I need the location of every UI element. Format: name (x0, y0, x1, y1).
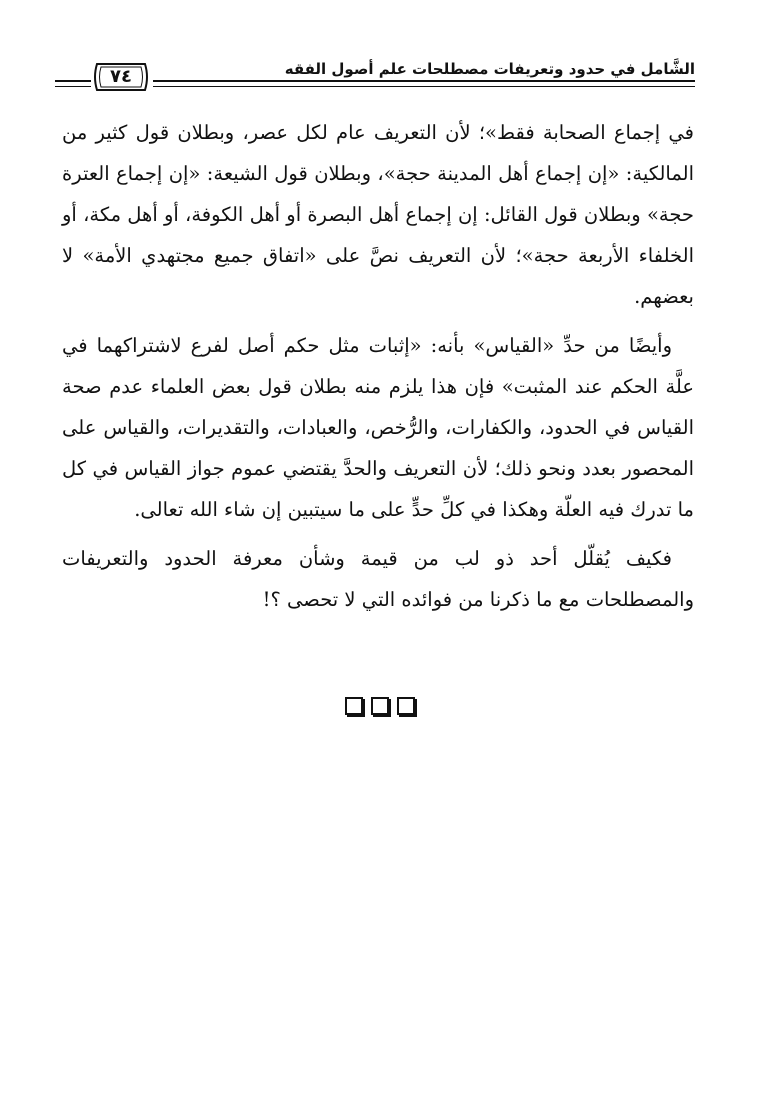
paragraph-3: فكيف يُقلّل أحد ذو لب من قيمة وشأن معرفة الحدود والتعريفات والمصطلحات مع ما ذكرنا من فوائده التي لا تحصى ؟! (62, 547, 694, 611)
page-number-frame (91, 58, 151, 96)
square-icon (345, 697, 363, 715)
header-rule-left (55, 80, 91, 87)
square-icon (397, 697, 415, 715)
square-icon (371, 697, 389, 715)
paragraph-1: في إجماع الصحابة فقط»؛ لأن التعريف عام لكل عصر، وبطلان قول كثير من المالكية: «إن إجماع أهل المدينة حجة»، وبطلان قول الشيعة: «إن إجماع العترة حجة» وبطلان قول القائل: إن إجماع أهل البصرة أو أهل الكوفة، أو أهل مكة، أو الخلفاء الأربعة حجة»؛ لأن التعريف نصَّ على «اتفاق جميع مجتهدي الأمة» لا بعضهم. (62, 121, 694, 308)
header-rule (153, 80, 695, 87)
paragraph-2: وأيضًا من حدِّ «القياس» بأنه: «إثبات مثل حكم أصل لفرع لاشتراكهما في علَّة الحكم عند المثبت» فإن هذا يلزم منه بطلان قول بعض العلماء عدم صحة القياس في الحدود، والكفارات، والرُّخص، والعبادات، والتقديرات، والقياس على المحصور بعدد ونحو ذلك؛ لأن التعريف والحدَّ يقتضي عموم جواز القياس في كل ما تدرك فيه العلّة وهكذا في كلِّ حدٍّ على ما سيتبين إن شاء الله تعالى. (62, 334, 694, 521)
page-number: ٧٤ (110, 66, 132, 87)
running-title: الشَّامل في حدود وتعريفات مصطلحات علم أصول الفقه (284, 60, 695, 78)
section-end-mark-icon (340, 697, 420, 717)
page-header (55, 48, 695, 108)
body-text (62, 112, 694, 620)
